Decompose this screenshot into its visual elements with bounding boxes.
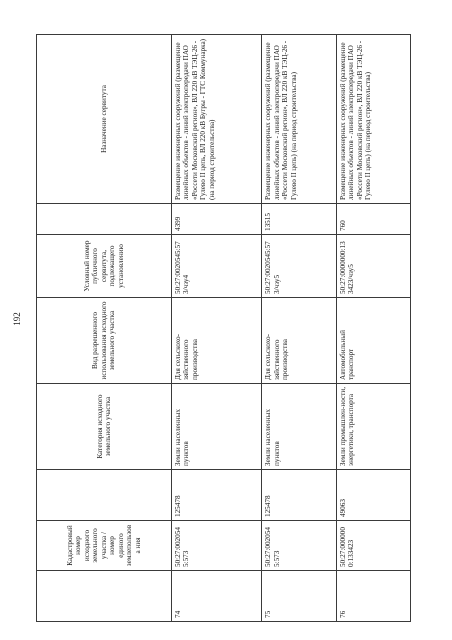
cell-cadastral: 50:27:0020545:573 xyxy=(262,521,336,571)
header-servitude-conditional-number: Условный номер публичного сервитута, подлежащего установлению xyxy=(37,235,172,298)
header-servitude-number xyxy=(37,571,172,622)
cell-cadastral: 50:27:0000000:133423 xyxy=(336,521,410,571)
cell-servitude-number: 50:27:0020545:573/чзу5 xyxy=(262,235,336,298)
cell-servitude-area: 13515 xyxy=(262,204,336,235)
page-number: 192 xyxy=(12,312,22,326)
cell-use: Автомобильный транспорт xyxy=(336,298,410,384)
servitude-table-container xyxy=(36,35,411,622)
servitude-table xyxy=(36,34,411,622)
cell-servitude-area: 4399 xyxy=(172,204,262,235)
header-servitude-purpose: Назначение сервитута xyxy=(37,35,172,204)
table-row xyxy=(336,35,410,622)
cell-servitude-number: 50:27:0000000:133423/чзу5 xyxy=(336,235,410,298)
cell-use: Для сельскохо-зяйственного производства xyxy=(172,298,262,384)
table-row xyxy=(172,35,262,622)
cell-category: Земли населенных пунктов xyxy=(172,384,262,470)
header-permitted-use: Вид разрешенного использования исходного земельного участка xyxy=(37,298,172,384)
cell-purpose: Размещение инженерных сооружений (размещение линейных объектов - линий электропередачи ПАО «Россети Московский регион», ВЛ 220 кВ ТЭЦ-26 - Гулево II цепь) (на период строительства) xyxy=(336,35,410,204)
cell-area: 125478 xyxy=(172,470,262,521)
cell-use: Для сельскохо-зяйственного производства xyxy=(262,298,336,384)
cell-number: 75 xyxy=(262,571,336,622)
cell-area: 125478 xyxy=(262,470,336,521)
cell-purpose: Размещение инженерных сооружений (размещение линейных объектов - линий электропередачи ПАО «Россети Московский регион», ВЛ 220 кВ ТЭЦ-26 - Гулево II цепь) (на период строительства) xyxy=(262,35,336,204)
cell-area: 49063 xyxy=(336,470,410,521)
cell-servitude-area: 760 xyxy=(336,204,410,235)
table-row xyxy=(262,35,336,622)
header-land-category: Категория исходного земельного участка xyxy=(37,384,172,470)
cell-servitude-number: 50:27:0020545:573/чзу4 xyxy=(172,235,262,298)
cell-cadastral: 50:27:0020545:573 xyxy=(172,521,262,571)
cell-number: 76 xyxy=(336,571,410,622)
header-cadastral-number: Кадастровый номер исходного земельного участка / номер единого землепользова ния xyxy=(37,521,172,571)
table-header-row xyxy=(37,35,172,622)
header-servitude-area xyxy=(37,204,172,235)
cell-purpose: Размещение инженерных сооружений (размещение линейных объектов - линий электропередачи ПАО «Россети Московский регион», ВЛ 220 кВ ТЭЦ-26 - Гулево II цепь, ВЛ 220 кВ Бугры - ГТС Коммунарка) (на период строительства) xyxy=(172,35,262,204)
cell-category: Земли промышлен-ности, энергетики, транспорта xyxy=(336,384,410,470)
cell-category: Земли населенных пунктов xyxy=(262,384,336,470)
header-source-area xyxy=(37,470,172,521)
cell-number: 74 xyxy=(172,571,262,622)
